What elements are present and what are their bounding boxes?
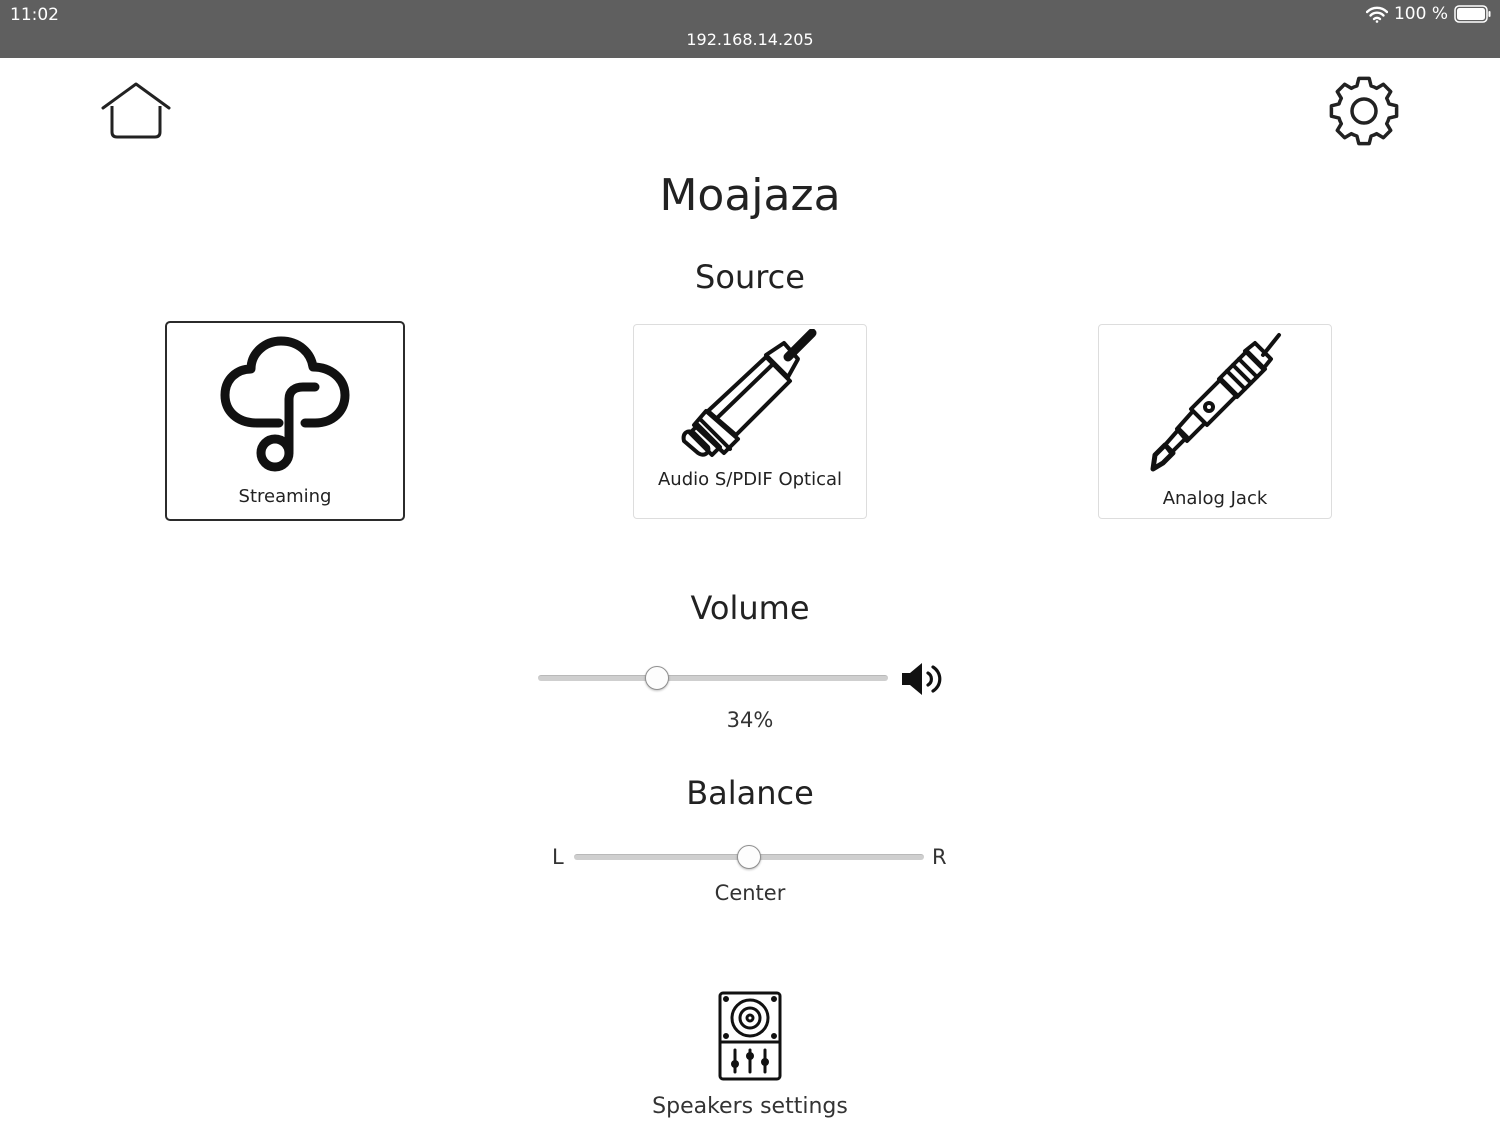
home-icon bbox=[98, 129, 174, 148]
home-button[interactable] bbox=[98, 78, 174, 144]
balance-thumb[interactable] bbox=[737, 845, 761, 869]
wifi-icon bbox=[1366, 6, 1388, 23]
battery-full-icon bbox=[1454, 5, 1492, 23]
speaker-volume-icon[interactable] bbox=[900, 660, 944, 698]
volume-track[interactable] bbox=[538, 675, 888, 681]
status-right bbox=[1366, 4, 1492, 24]
volume-title: Volume bbox=[690, 589, 810, 627]
cloud-music-icon bbox=[219, 331, 355, 475]
balance-value: Center bbox=[714, 881, 786, 905]
balance-left-label: L bbox=[552, 845, 564, 869]
status-bar bbox=[0, 0, 1500, 58]
balance-right-label: R bbox=[932, 845, 947, 869]
status-time: 11:02 bbox=[10, 5, 59, 25]
source-label-streaming: Streaming bbox=[238, 486, 332, 507]
source-option-streaming[interactable] bbox=[165, 321, 405, 521]
balance-title: Balance bbox=[686, 774, 814, 812]
device-name: Moajaza bbox=[659, 170, 841, 221]
speakers-settings-label[interactable]: Speakers settings bbox=[652, 1094, 848, 1119]
battery-percent: 100 % bbox=[1393, 4, 1448, 24]
volume-value: 34% bbox=[726, 708, 774, 732]
speaker-settings-icon bbox=[717, 1067, 783, 1086]
balance-slider[interactable] bbox=[574, 843, 924, 873]
source-option-analog-jack[interactable] bbox=[1098, 324, 1332, 519]
volume-thumb[interactable] bbox=[645, 666, 669, 690]
speakers-settings-button[interactable] bbox=[717, 990, 783, 1082]
volume-slider[interactable] bbox=[538, 664, 888, 694]
audio-jack-icon bbox=[1147, 329, 1287, 475]
source-label-optical: Audio S/PDIF Optical bbox=[657, 469, 843, 490]
address-url[interactable]: 192.168.14.205 bbox=[686, 30, 814, 49]
settings-button[interactable] bbox=[1326, 74, 1402, 148]
source-label-analog-jack: Analog Jack bbox=[1162, 488, 1268, 509]
source-option-optical[interactable] bbox=[633, 324, 867, 519]
source-title: Source bbox=[695, 258, 805, 296]
gear-icon bbox=[1326, 133, 1402, 152]
optical-cable-icon bbox=[680, 329, 820, 459]
